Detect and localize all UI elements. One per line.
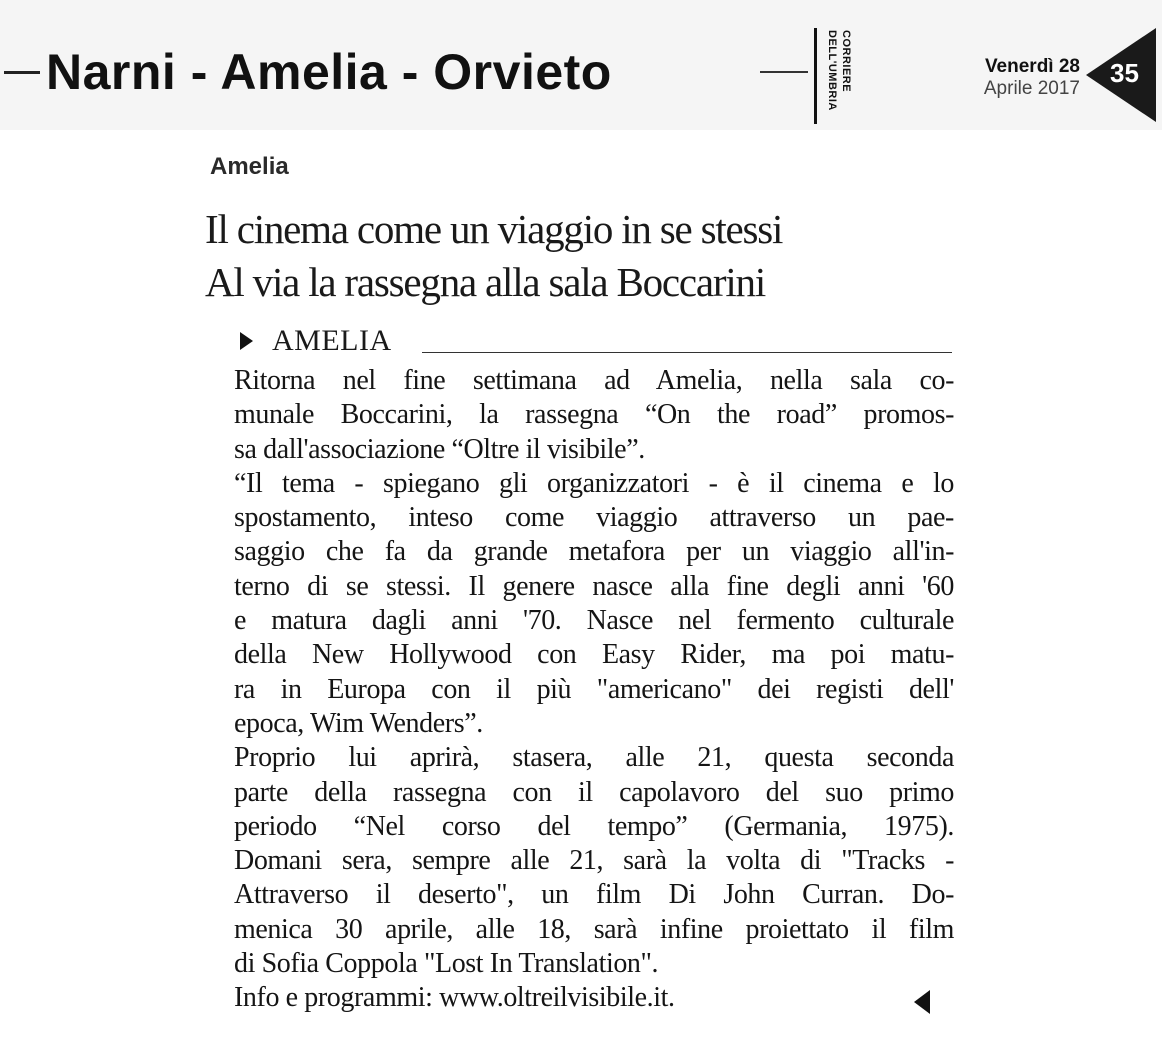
article-kicker: Amelia <box>210 153 289 180</box>
body-line: epoca, Wim Wenders”. <box>234 707 483 739</box>
masthead-divider <box>814 28 817 124</box>
body-line: della New Hollywood con Easy Rider, ma poi matu- <box>234 639 954 671</box>
body-line: Ritorna nel fine settimana ad Amelia, nella sala co- <box>234 365 954 396</box>
article-body <box>234 364 954 1016</box>
masthead <box>0 0 1162 130</box>
body-line: periodo “Nel corso del tempo” (Germania, 1975). <box>234 810 954 842</box>
article-end-arrow-icon <box>914 990 930 1014</box>
page-number-badge <box>1086 28 1156 122</box>
article-headline <box>205 203 782 309</box>
masthead-rule-right <box>760 71 808 73</box>
body-line: di Sofia Coppola "Lost In Translation". <box>234 948 659 980</box>
body-line: Info e programmi: www.oltreilvisibile.it. <box>234 982 675 1014</box>
section-title: Narni - Amelia - Orvieto <box>46 44 612 100</box>
article-dateline <box>240 324 952 358</box>
headline-line: Al via la rassegna alla sala Boccarini <box>205 259 766 305</box>
masthead-rule-left <box>4 71 40 74</box>
body-line: terno di se stessi. Il genere nasce alla fine degli anni '60 <box>234 570 954 602</box>
body-line: ra in Europa con il più "americano" dei registi dell' <box>234 673 954 705</box>
newspaper-name: CORRIERE DELL'UMBRIA <box>826 30 852 111</box>
issue-date <box>984 56 1080 100</box>
body-line: e matura dagli anni '70. Nasce nel fermento culturale <box>234 605 954 637</box>
body-line: spostamento, inteso come viaggio attraverso un pae- <box>234 502 954 534</box>
dateline-rule <box>422 352 952 353</box>
issue-date-month-year: Aprile 2017 <box>983 78 1080 99</box>
body-line: munale Boccarini, la rassegna “On the road” promos- <box>234 399 954 431</box>
dateline-arrow-icon <box>240 332 253 350</box>
page-number: 35 <box>1110 58 1139 88</box>
issue-date-day: Venerdì 28 <box>984 56 1080 77</box>
dateline-text: AMELIA <box>272 324 392 357</box>
body-line: menica 30 aprile, alle 18, sarà infine proiettato il film <box>234 913 954 945</box>
body-line: Attraverso il deserto", un film Di John Curran. Do- <box>234 879 954 911</box>
body-line: Domani sera, sempre alle 21, sarà la volta di "Tracks - <box>234 845 954 877</box>
body-line: “Il tema - spiegano gli organizzatori - è il cinema e lo <box>234 467 954 499</box>
body-line: saggio che fa da grande metafora per un viaggio all'in- <box>234 536 954 568</box>
body-line: parte della rassegna con il capolavoro del suo primo <box>234 776 954 808</box>
headline-line: Il cinema come un viaggio in se stessi <box>205 206 783 252</box>
body-line: Proprio lui aprirà, stasera, alle 21, questa seconda <box>234 742 954 774</box>
body-line: sa dall'associazione “Oltre il visibile”. <box>234 433 645 465</box>
